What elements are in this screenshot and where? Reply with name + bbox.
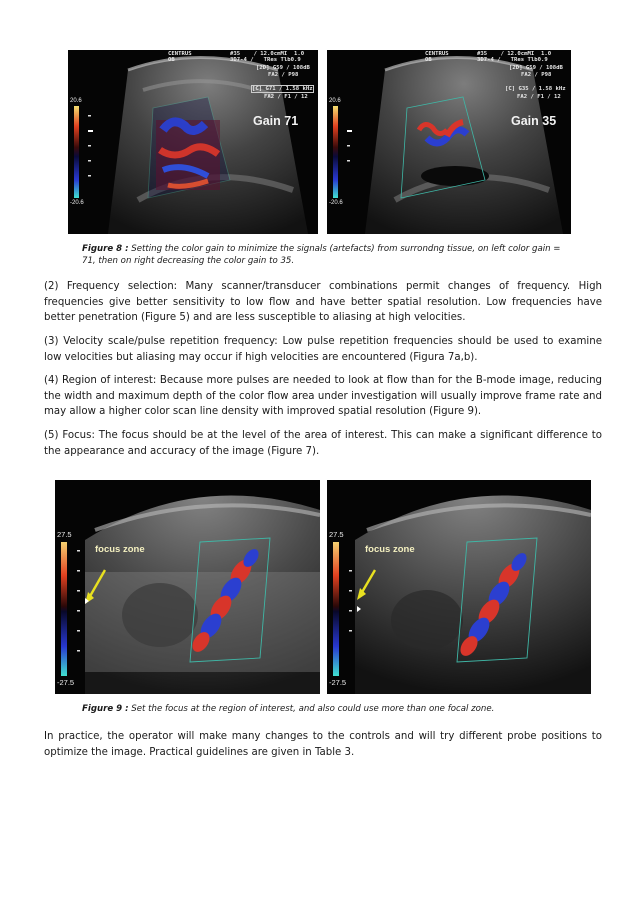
fig8-left-scale-top: 20.6 — [70, 98, 82, 104]
fig9-right-scale-bottom: -27.5 — [329, 678, 347, 687]
figure8-caption — [82, 243, 572, 267]
fig8-left-params2: 3D7-4 / TRes Tlb0.9 — [230, 57, 301, 63]
fig8-right-setting1: [2D] G59 / 108dB — [509, 65, 563, 71]
figure9-right-ultrasound — [327, 480, 591, 694]
fig8-left-setting1: [2D] G59 / 108dB — [256, 65, 310, 71]
fig8-left-params1: #35 / 12.0cmMI 1.0 — [230, 51, 305, 57]
figure9-left-scan — [55, 480, 320, 694]
fig8-right-scale-bottom: -20.6 — [329, 200, 343, 206]
fig8-left-setting3: [C] G71 / 1.58 kHz — [252, 86, 313, 92]
fig8-right-setting3: [C] G35 / 1.58 kHz — [505, 86, 566, 92]
fig9-left-focus-zone-label: focus zone — [95, 544, 145, 555]
fig8-left-scale-bottom: -20.6 — [70, 200, 84, 206]
fig8-right-setting4: FA2 / F1 / 12 — [517, 94, 561, 100]
paragraph-region-of-interest: (4) Region of interest: Because more pulses are needed to look at flow than for the B-mode image, reducing the width and maximum depth of the color flow area under investigation will usually improve frame rate and may allow a higher color scan line density with improved spatial resolution (Figure 9). — [44, 375, 602, 418]
figure9-right-scan — [327, 480, 591, 694]
fig8-left-setting2: FA2 / P98 — [268, 72, 299, 78]
fig9-left-scale-bottom: -27.5 — [57, 678, 75, 687]
fig8-left-setting4: FA2 / F1 / 12 — [264, 94, 308, 100]
fig8-right-header1: CENTRUS — [425, 51, 449, 57]
figure8-left-ultrasound — [68, 50, 318, 234]
figure9-left-ultrasound — [55, 480, 320, 694]
fig8-right-params2: 3D7-4 / TRes Tlb0.9 — [477, 57, 548, 63]
paragraph-in-practice: In practice, the operator will make many changes to the controls and will try different probe positions to optimize the image. Practical guidelines are given in Table 3. — [44, 731, 602, 758]
fig8-left-header2: OB — [168, 57, 175, 63]
figure9-caption-text: Set the focus at the region of interest, and also could use more than one focal zone. — [128, 704, 495, 714]
figure9-caption-label: Figure 9 : — [82, 704, 129, 714]
figure8-caption-text: Setting the color gain to minimize the signals (artefacts) from surrondng tissue, on left color gain = 71, then on right decreasing the color gain to 35. — [82, 244, 561, 266]
fig8-left-header1: CENTRUS — [168, 51, 192, 57]
fig8-right-scale-top: 20.6 — [329, 98, 341, 104]
paragraph-velocity-scale: (3) Velocity scale/pulse repetition frequency: Low pulse repetition frequencies should be used to examine low velocities but aliasing may occur if high velocities are encountered (Figura 7a,b). — [44, 336, 602, 363]
fig9-right-scale-top: 27.5 — [329, 530, 344, 539]
fig9-right-focus-zone-label: focus zone — [365, 544, 415, 555]
fig9-left-scale-top: 27.5 — [57, 530, 72, 539]
figure8-right-ultrasound — [327, 50, 571, 234]
fig8-right-header2: OB — [425, 57, 432, 63]
figure8-caption-label: Figure 8 : — [82, 244, 129, 254]
paragraph-focus: (5) Focus: The focus should be at the level of the area of interest. This can make a significant difference to the appearance and accuracy of the image (Figure 7). — [44, 430, 602, 457]
paragraph-frequency-selection: (2) Frequency selection: Many scanner/transducer combinations permit changes of frequency. High frequencies give better sensitivity to low flow and have better spatial resolution. Low frequencies have better penetration (Figure 5) and are less susceptible to aliasing at high velocities. — [44, 281, 602, 324]
fig8-left-gain-label: Gain 71 — [253, 114, 299, 128]
fig8-right-params1: #35 / 12.0cmMI 1.0 — [477, 51, 552, 57]
fig8-right-setting2: FA2 / P98 — [521, 72, 552, 78]
fig8-right-gain-label: Gain 35 — [511, 114, 557, 128]
figure9-caption — [82, 703, 572, 715]
